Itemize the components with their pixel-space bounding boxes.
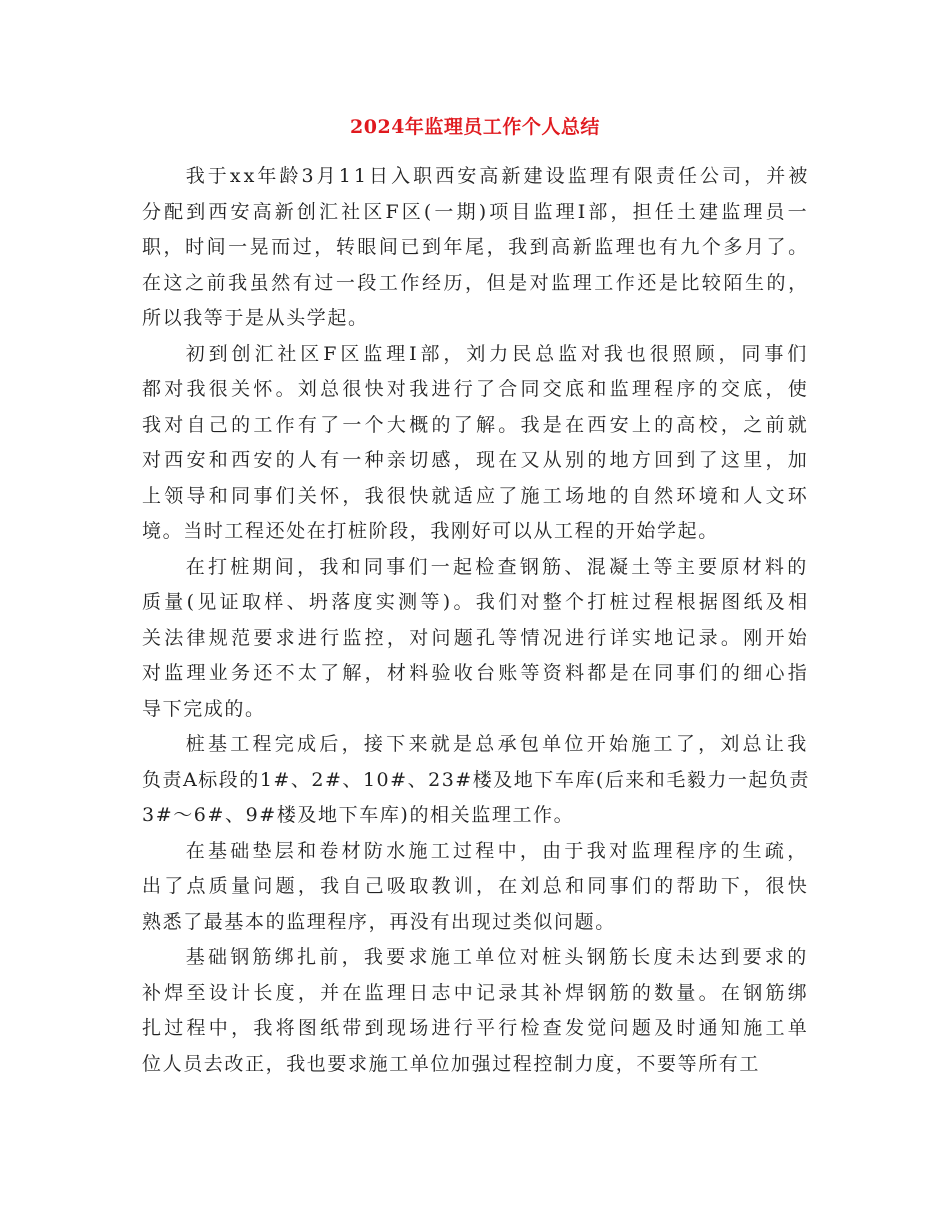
paragraph-1 — [142, 159, 810, 337]
paragraph-2-line-6: 境。当时工程还处在打桩阶段，我刚好可以从工程的开始学起。 — [142, 520, 719, 542]
paragraph-3-line-4: 对监理业务还不太了解，材料验收台账等资料都是在同事们的细心指 — [142, 662, 811, 684]
document-title: 2024年监理员工作个人总结 — [350, 116, 600, 138]
paragraph-3-line-1: 在打桩期间，我和同事们一起检查钢筋、混凝土等主要原材料的 — [185, 555, 810, 578]
paragraph-3-line-3: 关法律规范要求进行监控，对问题孔等情况进行详实地记录。刚开始 — [142, 626, 811, 649]
paragraph-3-line-5: 导下完成的。 — [142, 697, 266, 720]
paragraph-6-line-4: 位人员去改正，我也要求施工单位加强过程控制力度，不要等所有工 — [142, 1052, 761, 1075]
paragraph-1-line-4: 在这之前我虽然有过一段工作经历，但是对监理工作还是比较陌生的， — [142, 271, 810, 294]
paragraph-5 — [142, 834, 810, 941]
paragraph-1-line-1: 我于xx年龄3月11日入职西安高新建设监理有限责任公司，并被 — [185, 165, 811, 187]
paragraph-2-line-3: 我对自己的工作有了一个大概的了解。我是在西安上的高校，之前就 — [142, 413, 811, 436]
paragraph-4 — [142, 727, 810, 834]
paragraph-5-line-3: 熟悉了最基本的监理程序，再没有出现过类似问题。 — [142, 910, 616, 933]
paragraph-4-line-2: 负责A标段的1#、2#、10#、23#楼及地下车库(后来和毛毅力一起负责 — [142, 768, 810, 791]
paragraph-1-line-5: 所以我等于是从头学起。 — [142, 307, 369, 329]
paragraph-2-line-5: 上领导和同事们关怀，我很快就适应了施工场地的自然环境和人文环 — [142, 484, 811, 507]
paragraph-5-line-1: 在基础垫层和卷材防水施工过程中，由于我对监理程序的生疏， — [185, 839, 810, 862]
paragraph-1-line-3: 职，时间一晃而过，转眼间已到年尾，我到高新监理也有九个多月了。 — [142, 236, 810, 258]
paragraph-4-line-1: 桩基工程完成后，接下来就是总承包单位开始施工了，刘总让我 — [185, 733, 810, 755]
paragraph-5-line-2: 出了点质量问题，我自己吸取教训，在刘总和同事们的帮助下，很快 — [142, 875, 811, 897]
document-body — [142, 159, 810, 1082]
paragraph-6 — [142, 940, 810, 1082]
paragraph-2-line-1: 初到创汇社区F区监理Ⅰ部，刘力民总监对我也很照顾，同事们 — [185, 342, 811, 365]
paragraph-1-line-2: 分配到西安高新创汇社区F区(一期)项目监理Ⅰ部，担任土建监理员一 — [142, 200, 810, 223]
paragraph-3 — [142, 550, 810, 728]
paragraph-2-line-2: 都对我很关怀。刘总很快对我进行了合同交底和监理程序的交底，使 — [142, 378, 811, 400]
paragraph-3-line-2: 质量(见证取样、坍落度实测等)。我们对整个打桩过程根据图纸及相 — [142, 591, 811, 613]
paragraph-6-line-1: 基础钢筋绑扎前，我要求施工单位对桩头钢筋长度未达到要求的 — [185, 946, 810, 968]
paragraph-2 — [142, 337, 810, 550]
paragraph-6-line-2: 补焊至设计长度，并在监理日志中记录其补焊钢筋的数量。在钢筋绑 — [142, 981, 811, 1004]
paragraph-2-line-4: 对西安和西安的人有一种亲切感，现在又从别的地方回到了这里，加 — [142, 449, 811, 471]
paragraph-6-line-3: 扎过程中，我将图纸带到现场进行平行检查发觉问题及时通知施工单 — [142, 1017, 811, 1039]
paragraph-4-line-3: 3#～6#、9#楼及地下车库)的相关监理工作。 — [142, 804, 575, 826]
